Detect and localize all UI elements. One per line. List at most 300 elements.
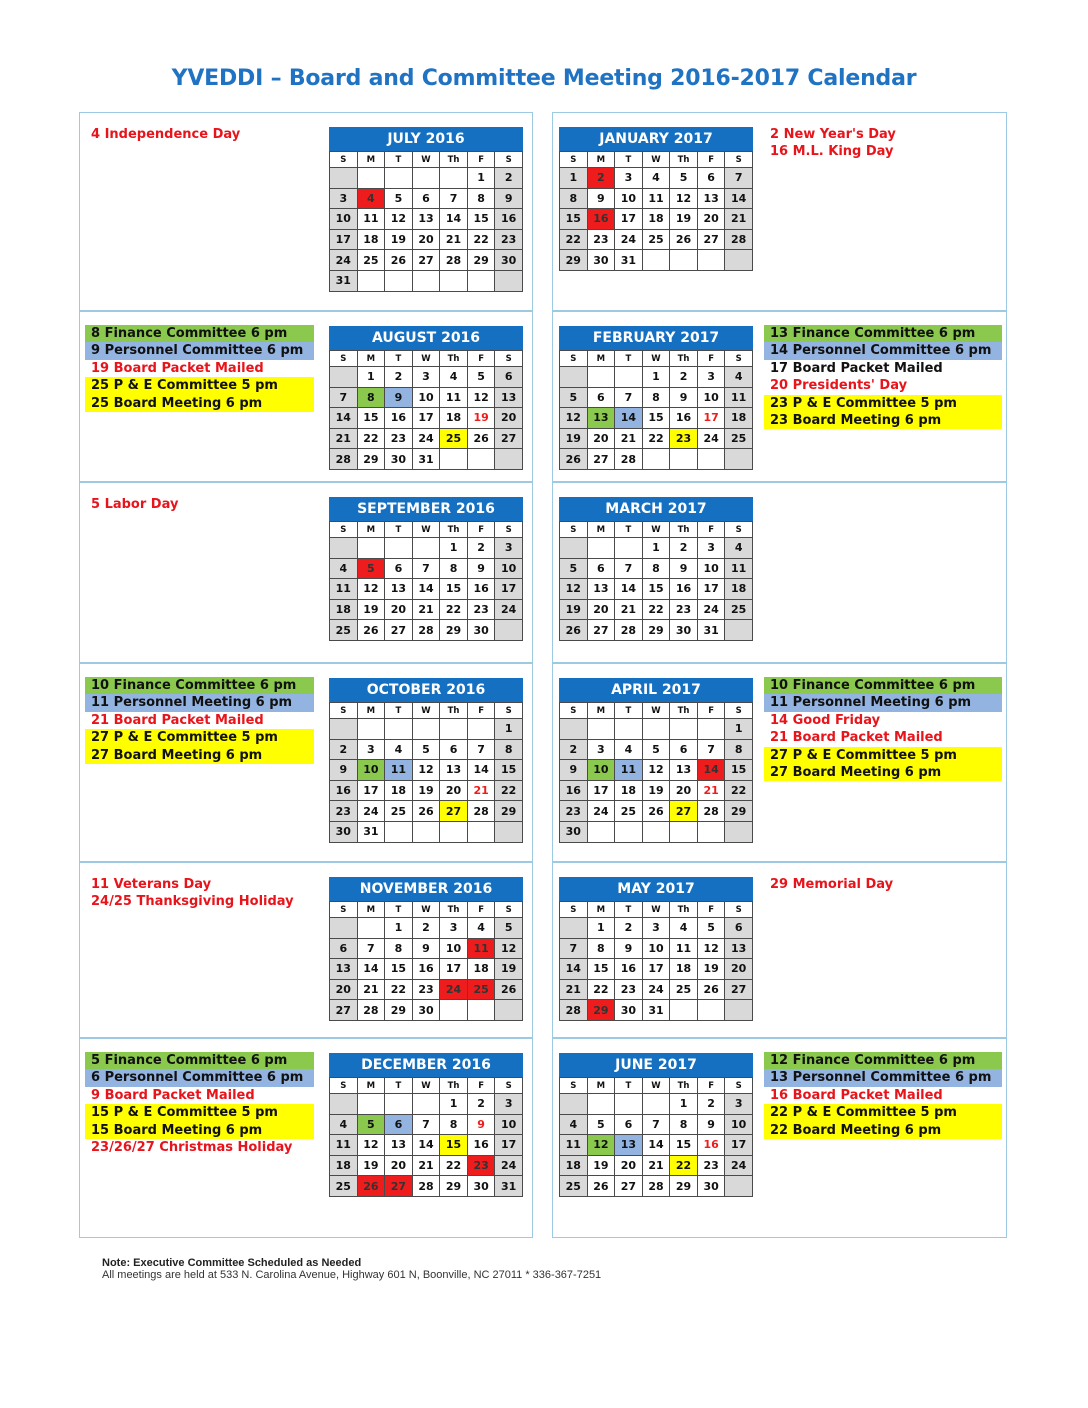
weekday-header: S [560, 152, 588, 168]
day-cell: 6 [495, 367, 523, 388]
day-cell: 3 [697, 367, 725, 388]
weekday-header: M [357, 522, 385, 538]
day-cell: 18 [642, 209, 670, 230]
day-cell: 9 [560, 760, 588, 781]
month-calendar [329, 326, 523, 470]
empty-day-cell [697, 719, 725, 740]
empty-day-cell [412, 821, 440, 842]
weekday-header: Th [440, 522, 468, 538]
day-cell: 23 [560, 801, 588, 822]
event-note: 9 Personnel Committee 6 pm [85, 342, 314, 359]
day-cell: 21 [440, 229, 468, 250]
day-cell: 3 [725, 1094, 753, 1115]
day-cell: 20 [670, 780, 698, 801]
day-cell: 1 [357, 367, 385, 388]
day-cell: 6 [725, 918, 753, 939]
day-cell: 12 [587, 1135, 615, 1156]
day-cell: 19 [357, 1155, 385, 1176]
empty-day-cell [495, 1000, 523, 1021]
empty-day-cell [725, 1000, 753, 1021]
day-cell: 8 [467, 188, 495, 209]
day-cell: 20 [330, 979, 358, 1000]
day-cell: 25 [467, 979, 495, 1000]
day-cell: 18 [725, 408, 753, 429]
empty-day-cell [385, 270, 413, 291]
day-cell: 8 [385, 938, 413, 959]
month-days-table [329, 901, 523, 1021]
day-cell: 1 [642, 538, 670, 559]
day-cell: 14 [642, 1135, 670, 1156]
weekday-header: M [357, 902, 385, 918]
day-cell: 25 [385, 801, 413, 822]
day-cell: 5 [560, 387, 588, 408]
empty-day-cell [560, 719, 588, 740]
day-cell: 4 [560, 1114, 588, 1135]
day-cell: 28 [357, 1000, 385, 1021]
day-cell: 31 [642, 1000, 670, 1021]
empty-day-cell [440, 821, 468, 842]
day-cell: 25 [642, 229, 670, 250]
month-header: JANUARY 2017 [559, 127, 753, 151]
event-note: 14 Good Friday [770, 712, 881, 728]
day-cell: 11 [642, 188, 670, 209]
empty-day-cell [440, 270, 468, 291]
day-cell: 5 [697, 918, 725, 939]
empty-day-cell [670, 719, 698, 740]
day-cell: 18 [467, 959, 495, 980]
weekday-header: T [615, 152, 643, 168]
day-cell: 25 [330, 620, 358, 641]
day-cell: 10 [495, 558, 523, 579]
day-cell: 18 [330, 599, 358, 620]
month-header: DECEMBER 2016 [329, 1053, 523, 1077]
day-cell: 23 [670, 599, 698, 620]
day-cell: 29 [560, 250, 588, 271]
day-cell: 16 [587, 209, 615, 230]
event-note: 20 Presidents' Day [770, 378, 908, 394]
day-cell: 27 [495, 428, 523, 449]
day-cell: 22 [385, 979, 413, 1000]
day-cell: 1 [467, 168, 495, 189]
day-cell: 16 [670, 408, 698, 429]
day-cell: 2 [412, 918, 440, 939]
weekday-header: T [615, 902, 643, 918]
month-notes [764, 1052, 1002, 1139]
day-cell: 19 [412, 780, 440, 801]
day-cell: 29 [642, 620, 670, 641]
day-cell: 18 [357, 229, 385, 250]
empty-day-cell [467, 821, 495, 842]
day-cell: 21 [467, 780, 495, 801]
empty-day-cell [615, 367, 643, 388]
day-cell: 15 [440, 1135, 468, 1156]
empty-day-cell [440, 1000, 468, 1021]
weekday-header: S [725, 351, 753, 367]
month-days-table [559, 350, 753, 470]
empty-day-cell [440, 449, 468, 470]
weekday-header: S [330, 522, 358, 538]
day-cell: 18 [725, 579, 753, 600]
month-notes [764, 325, 1002, 429]
month-days-table [559, 1077, 753, 1197]
weekday-header: S [495, 351, 523, 367]
day-cell: 5 [587, 1114, 615, 1135]
empty-day-cell [615, 719, 643, 740]
event-note: 25 P & E Committee 5 pm [85, 377, 314, 394]
day-cell: 2 [560, 739, 588, 760]
empty-day-cell [725, 449, 753, 470]
empty-day-cell [560, 918, 588, 939]
empty-day-cell [725, 250, 753, 271]
day-cell: 14 [357, 959, 385, 980]
day-cell: 13 [385, 1135, 413, 1156]
day-cell: 12 [697, 938, 725, 959]
day-cell: 9 [670, 387, 698, 408]
weekday-header: Th [670, 522, 698, 538]
event-note: 15 Board Meeting 6 pm [85, 1122, 314, 1139]
empty-day-cell [385, 168, 413, 189]
event-note: 4 Independence Day [91, 127, 241, 142]
weekday-header: T [385, 703, 413, 719]
day-cell: 5 [642, 739, 670, 760]
weekday-header: S [560, 703, 588, 719]
day-cell: 4 [330, 1114, 358, 1135]
day-cell: 10 [440, 938, 468, 959]
day-cell: 2 [467, 1094, 495, 1115]
empty-day-cell [725, 620, 753, 641]
empty-day-cell [697, 449, 725, 470]
day-cell: 23 [615, 979, 643, 1000]
day-cell: 1 [440, 538, 468, 559]
empty-day-cell [385, 1094, 413, 1115]
day-cell: 4 [357, 188, 385, 209]
month-notes [85, 677, 314, 764]
event-note: 6 Personnel Committee 6 pm [85, 1069, 314, 1086]
day-cell: 23 [587, 229, 615, 250]
day-cell: 4 [467, 918, 495, 939]
weekday-header: T [615, 522, 643, 538]
empty-day-cell [357, 538, 385, 559]
weekday-header: Th [440, 1078, 468, 1094]
weekday-header: F [697, 703, 725, 719]
day-cell: 13 [440, 760, 468, 781]
day-cell: 16 [467, 1135, 495, 1156]
day-cell: 23 [330, 801, 358, 822]
day-cell: 5 [560, 558, 588, 579]
weekday-header: F [467, 351, 495, 367]
month-days-table [329, 521, 523, 641]
weekday-header: W [642, 152, 670, 168]
day-cell: 3 [587, 739, 615, 760]
day-cell: 13 [615, 1135, 643, 1156]
day-cell: 3 [357, 739, 385, 760]
day-cell: 22 [642, 599, 670, 620]
day-cell: 13 [412, 209, 440, 230]
event-note: 29 Memorial Day [770, 877, 894, 892]
empty-day-cell [560, 1094, 588, 1115]
day-cell: 21 [615, 428, 643, 449]
day-cell: 21 [560, 979, 588, 1000]
event-note: 2 New Year's Day [770, 127, 896, 142]
day-cell: 17 [697, 408, 725, 429]
month-days-table [329, 702, 523, 843]
day-cell: 22 [560, 229, 588, 250]
empty-day-cell [440, 719, 468, 740]
day-cell: 11 [670, 938, 698, 959]
day-cell: 30 [670, 620, 698, 641]
day-cell: 24 [440, 979, 468, 1000]
day-cell: 10 [697, 387, 725, 408]
empty-day-cell [357, 1094, 385, 1115]
day-cell: 16 [615, 959, 643, 980]
empty-day-cell [467, 449, 495, 470]
day-cell: 30 [330, 821, 358, 842]
weekday-header: S [495, 902, 523, 918]
day-cell: 3 [495, 538, 523, 559]
event-note: 21 Board Packet Mailed [770, 730, 943, 746]
day-cell: 22 [440, 1155, 468, 1176]
event-note: 27 Board Meeting 6 pm [85, 747, 314, 764]
weekday-header: W [412, 1078, 440, 1094]
day-cell: 11 [440, 387, 468, 408]
day-cell: 17 [642, 959, 670, 980]
event-note: 12 Finance Committee 6 pm [764, 1052, 1002, 1069]
event-note: 15 P & E Committee 5 pm [85, 1104, 314, 1121]
day-cell: 26 [697, 979, 725, 1000]
day-cell: 15 [642, 408, 670, 429]
day-cell: 3 [412, 367, 440, 388]
day-cell: 1 [560, 168, 588, 189]
day-cell: 1 [495, 719, 523, 740]
day-cell: 30 [412, 1000, 440, 1021]
empty-day-cell [615, 538, 643, 559]
day-cell: 7 [357, 938, 385, 959]
weekday-header: T [385, 522, 413, 538]
day-cell: 22 [440, 599, 468, 620]
empty-day-cell [467, 270, 495, 291]
weekday-header: S [560, 522, 588, 538]
day-cell: 16 [467, 579, 495, 600]
day-cell: 26 [642, 801, 670, 822]
day-cell: 2 [670, 367, 698, 388]
day-cell: 30 [467, 1176, 495, 1197]
day-cell: 12 [467, 387, 495, 408]
weekday-header: Th [670, 152, 698, 168]
month-calendar [329, 877, 523, 1021]
day-cell: 31 [412, 449, 440, 470]
weekday-header: S [495, 522, 523, 538]
day-cell: 4 [725, 538, 753, 559]
day-cell: 4 [440, 367, 468, 388]
day-cell: 28 [615, 620, 643, 641]
day-cell: 20 [587, 428, 615, 449]
day-cell: 26 [357, 620, 385, 641]
weekday-header: W [412, 902, 440, 918]
day-cell: 20 [385, 599, 413, 620]
empty-day-cell [697, 250, 725, 271]
day-cell: 13 [587, 408, 615, 429]
day-cell: 13 [587, 579, 615, 600]
day-cell: 26 [560, 449, 588, 470]
empty-day-cell [560, 367, 588, 388]
day-cell: 15 [670, 1135, 698, 1156]
day-cell: 12 [670, 188, 698, 209]
day-cell: 23 [467, 599, 495, 620]
day-cell: 11 [467, 938, 495, 959]
day-cell: 19 [697, 959, 725, 980]
day-cell: 24 [697, 599, 725, 620]
day-cell: 3 [440, 918, 468, 939]
empty-day-cell [725, 821, 753, 842]
weekday-header: M [587, 152, 615, 168]
event-note: 27 P & E Committee 5 pm [85, 729, 314, 746]
weekday-header: S [330, 703, 358, 719]
day-cell: 25 [560, 1176, 588, 1197]
day-cell: 28 [467, 801, 495, 822]
day-cell: 20 [385, 1155, 413, 1176]
day-cell: 30 [587, 250, 615, 271]
month-notes [85, 325, 314, 412]
day-cell: 15 [725, 760, 753, 781]
day-cell: 20 [725, 959, 753, 980]
weekday-header: Th [440, 152, 468, 168]
day-cell: 7 [697, 739, 725, 760]
day-cell: 20 [440, 780, 468, 801]
weekday-header: S [495, 1078, 523, 1094]
empty-day-cell [412, 270, 440, 291]
empty-day-cell [330, 719, 358, 740]
empty-day-cell [615, 1094, 643, 1115]
day-cell: 2 [697, 1094, 725, 1115]
day-cell: 6 [330, 938, 358, 959]
empty-day-cell [495, 270, 523, 291]
weekday-header: F [697, 522, 725, 538]
day-cell: 15 [587, 959, 615, 980]
day-cell: 12 [357, 1135, 385, 1156]
weekday-header: F [467, 902, 495, 918]
day-cell: 4 [725, 367, 753, 388]
day-cell: 16 [495, 209, 523, 230]
day-cell: 20 [615, 1155, 643, 1176]
day-cell: 17 [615, 209, 643, 230]
weekday-header: Th [440, 902, 468, 918]
day-cell: 16 [560, 780, 588, 801]
day-cell: 16 [412, 959, 440, 980]
empty-day-cell [357, 918, 385, 939]
day-cell: 29 [495, 801, 523, 822]
month-notes [85, 876, 314, 911]
weekday-header: Th [440, 351, 468, 367]
empty-day-cell [467, 1000, 495, 1021]
day-cell: 19 [385, 229, 413, 250]
event-note: 27 Board Meeting 6 pm [764, 764, 1002, 781]
empty-day-cell [412, 1094, 440, 1115]
day-cell: 30 [467, 620, 495, 641]
day-cell: 24 [495, 1155, 523, 1176]
empty-day-cell [587, 1094, 615, 1115]
month-header: MAY 2017 [559, 877, 753, 901]
day-cell: 9 [330, 760, 358, 781]
empty-day-cell [412, 719, 440, 740]
month-days-table [329, 151, 523, 292]
day-cell: 6 [670, 739, 698, 760]
day-cell: 6 [587, 387, 615, 408]
month-header: OCTOBER 2016 [329, 678, 523, 702]
empty-day-cell [642, 250, 670, 271]
day-cell: 8 [587, 938, 615, 959]
page-title: YVEDDI – Board and Committee Meeting 2016-2017 Calendar [171, 66, 917, 91]
day-cell: 10 [642, 938, 670, 959]
day-cell: 26 [670, 229, 698, 250]
day-cell: 15 [560, 209, 588, 230]
month-calendar [329, 678, 523, 843]
day-cell: 7 [467, 739, 495, 760]
day-cell: 8 [495, 739, 523, 760]
day-cell: 5 [467, 367, 495, 388]
day-cell: 11 [330, 579, 358, 600]
weekday-header: M [587, 703, 615, 719]
weekday-header: W [412, 351, 440, 367]
day-cell: 27 [330, 1000, 358, 1021]
weekday-header: M [357, 152, 385, 168]
weekday-header: F [467, 152, 495, 168]
day-cell: 27 [385, 620, 413, 641]
month-days-table [559, 521, 753, 641]
day-cell: 14 [615, 579, 643, 600]
month-notes [85, 496, 314, 513]
weekday-header: M [587, 522, 615, 538]
event-note: 21 Board Packet Mailed [91, 712, 264, 728]
event-note: 23 Board Meeting 6 pm [764, 412, 1002, 429]
month-days-table [329, 1077, 523, 1197]
day-cell: 27 [615, 1176, 643, 1197]
weekday-header: T [615, 703, 643, 719]
day-cell: 9 [697, 1114, 725, 1135]
day-cell: 27 [725, 979, 753, 1000]
day-cell: 22 [467, 229, 495, 250]
empty-day-cell [330, 1094, 358, 1115]
weekday-header: S [560, 1078, 588, 1094]
month-notes [85, 1052, 314, 1156]
day-cell: 7 [330, 387, 358, 408]
day-cell: 3 [330, 188, 358, 209]
day-cell: 30 [615, 1000, 643, 1021]
day-cell: 22 [670, 1155, 698, 1176]
event-note: 10 Finance Committee 6 pm [85, 677, 314, 694]
day-cell: 19 [357, 599, 385, 620]
month-calendar [329, 497, 523, 641]
day-cell: 14 [412, 1135, 440, 1156]
weekday-header: S [330, 1078, 358, 1094]
day-cell: 29 [385, 1000, 413, 1021]
day-cell: 16 [330, 780, 358, 801]
day-cell: 13 [495, 387, 523, 408]
day-cell: 17 [587, 780, 615, 801]
weekday-header: S [495, 152, 523, 168]
empty-day-cell [385, 719, 413, 740]
day-cell: 31 [615, 250, 643, 271]
month-notes [764, 126, 1002, 161]
day-cell: 24 [615, 229, 643, 250]
event-note: 9 Board Packet Mailed [91, 1087, 255, 1103]
day-cell: 13 [725, 938, 753, 959]
weekday-header: S [330, 902, 358, 918]
event-note: 27 P & E Committee 5 pm [764, 747, 1002, 764]
empty-day-cell [587, 367, 615, 388]
empty-day-cell [670, 449, 698, 470]
day-cell: 26 [412, 801, 440, 822]
day-cell: 15 [642, 579, 670, 600]
